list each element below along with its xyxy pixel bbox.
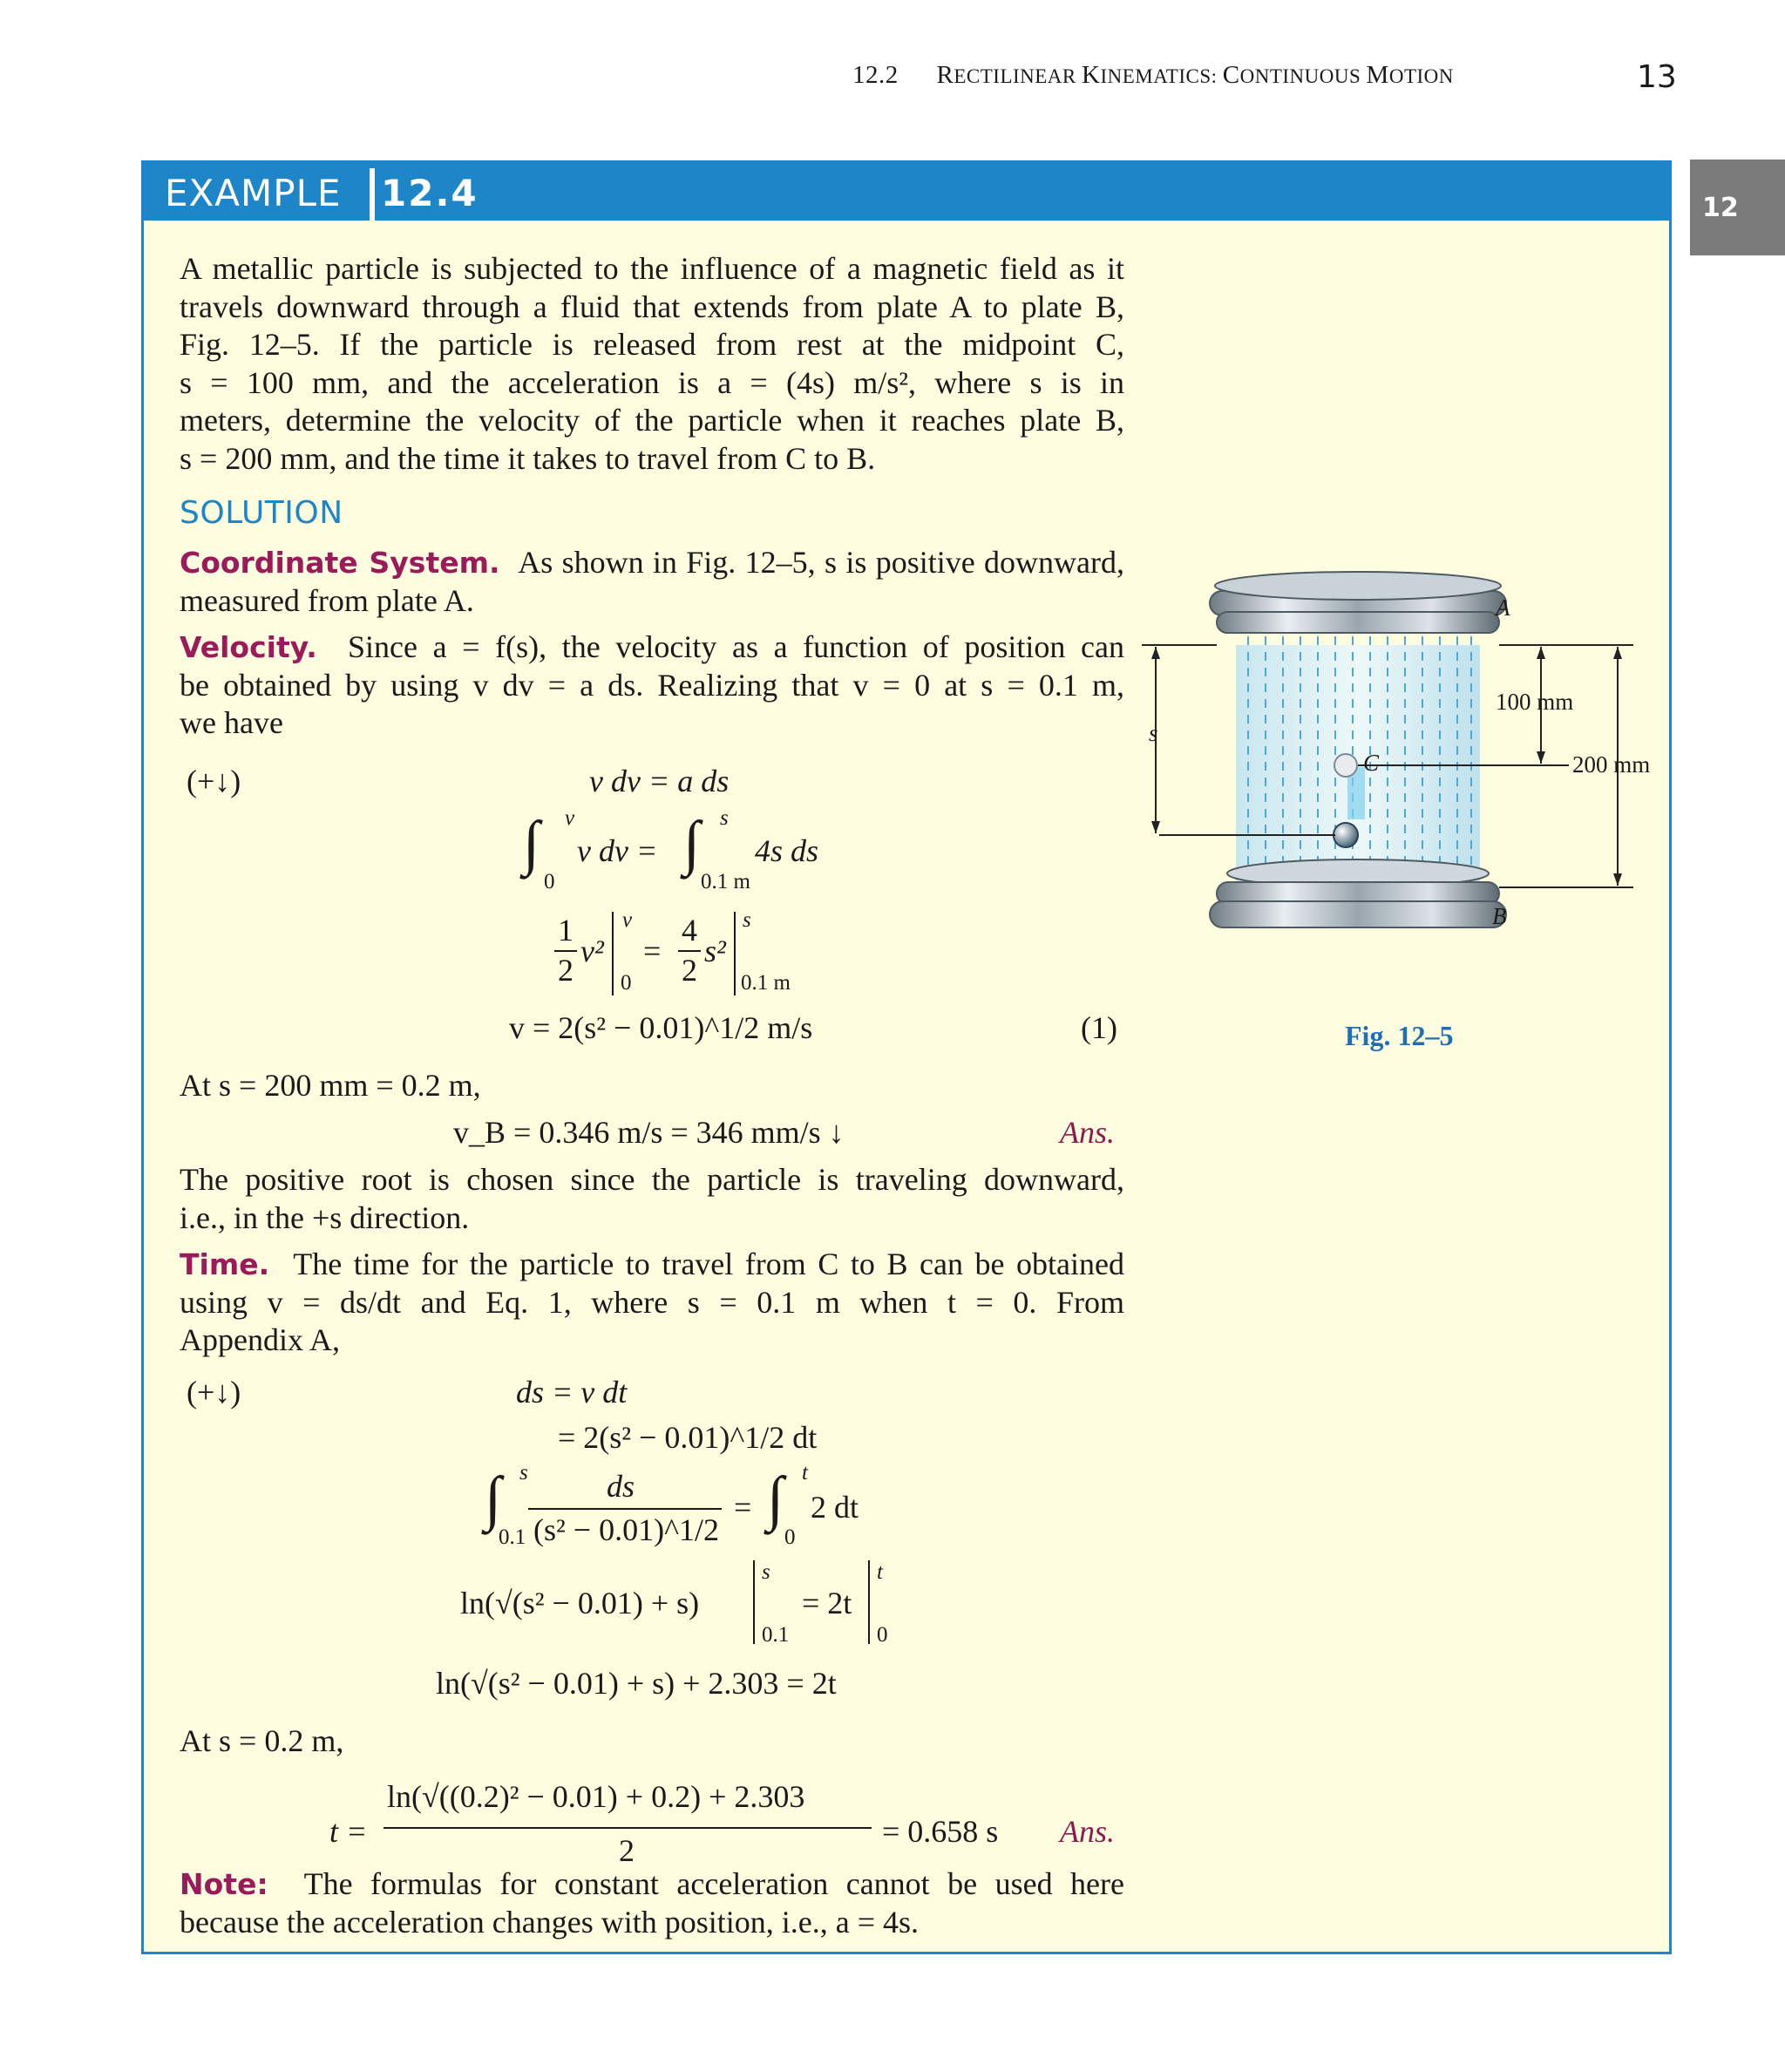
- integral-sign: ∫: [683, 810, 701, 877]
- integral-upper-limit: v: [565, 806, 575, 830]
- fraction-bar: [383, 1827, 872, 1829]
- equals-sign: =: [643, 934, 662, 968]
- fraction-denominator: (s² − 0.01)^1/2: [533, 1512, 719, 1547]
- t-numerator: ln(√((0.2)² − 0.01) + 0.2) + 2.303: [387, 1779, 805, 1814]
- eval-lower-limit: 0.1 m: [741, 971, 791, 995]
- solution-heading: SOLUTION: [180, 495, 343, 531]
- note-paragraph: Note: The formulas for constant acceleration cannot be used here because the acceleration changes with position, i.e., a = 4s.: [180, 1866, 1125, 1940]
- chapter-tab: 12: [1690, 160, 1785, 255]
- evaluation-bar: [734, 912, 736, 995]
- section-title: RECTILINEAR KINEMATICS: CONTINUOUS MOTION: [936, 61, 1454, 89]
- log-equation: ln(√(s² − 0.01) + s): [460, 1586, 700, 1620]
- label-plate-b: B: [1492, 903, 1507, 929]
- eval-upper-limit: s: [743, 908, 751, 932]
- integral-upper-limit: t: [802, 1461, 808, 1484]
- eval-lower-limit: 0: [621, 971, 632, 995]
- integral-lower-limit: 0: [544, 870, 555, 893]
- problem-line: Fig. 12–5. If the particle is released from rest at the midpoint C,: [180, 327, 1124, 362]
- equation-vdv: v dv = a ds: [589, 764, 730, 798]
- s-squared: s²: [704, 934, 726, 968]
- problem-line: travels downward through a fluid that extends from plate A to plate B,: [180, 289, 1124, 324]
- particle-at-c: [1334, 754, 1357, 777]
- integral-lower-limit: 0.1 m: [701, 870, 750, 893]
- eval-upper-limit: s: [762, 1560, 770, 1584]
- integral-lhs: v dv =: [577, 833, 658, 868]
- plate-b: [1210, 859, 1506, 927]
- problem-statement: [180, 250, 1124, 478]
- particle: [1334, 823, 1358, 847]
- answer-label: Ans.: [1060, 1115, 1115, 1150]
- label-s: s: [1149, 720, 1158, 746]
- integral-lower-limit: 0.1: [499, 1525, 526, 1549]
- fraction-numerator: ds: [607, 1469, 635, 1504]
- answer-label: Ans.: [1060, 1814, 1115, 1849]
- eval-lower-limit: 0: [877, 1623, 888, 1647]
- section-number: 12.2: [852, 61, 899, 89]
- t-result: = 0.658 s: [882, 1814, 999, 1849]
- integral-sign: ∫: [485, 1465, 502, 1532]
- integral-rhs: 2 dt: [811, 1490, 859, 1525]
- running-header: [852, 61, 1454, 90]
- vB-result: v_B = 0.346 m/s = 346 mm/s ↓: [453, 1115, 845, 1150]
- figure-caption: Fig. 12–5: [1345, 1020, 1454, 1051]
- root-paragraph: The positive root is chosen since the particle is traveling downward, i.e., in the +s direction.: [180, 1162, 1124, 1235]
- at-s-200mm: At s = 200 mm = 0.2 m,: [180, 1068, 481, 1103]
- page-number: 13: [1637, 59, 1677, 95]
- equation-tag: (1): [1081, 1010, 1117, 1045]
- problem-line: meters, determine the velocity of the particle when it reaches plate B,: [180, 403, 1124, 438]
- note-heading: Note:: [180, 1867, 268, 1901]
- evaluation-bar: [868, 1560, 870, 1644]
- integral-sign: ∫: [767, 1465, 784, 1532]
- eval-upper-limit: v: [622, 908, 633, 932]
- integral-rhs: 4s ds: [755, 833, 819, 868]
- sign-convention: (+↓): [187, 1375, 241, 1410]
- log-equation-rhs: = 2t: [802, 1586, 852, 1620]
- label-point-c: C: [1363, 750, 1380, 776]
- time-heading: Time.: [180, 1247, 270, 1281]
- evaluation-bar: [612, 912, 614, 995]
- dimension-100mm: 100 mm: [1496, 689, 1574, 715]
- dimension-200mm: 200 mm: [1572, 751, 1651, 778]
- fraction-denominator: 2: [558, 953, 574, 988]
- example-number: 12.4: [381, 172, 478, 214]
- integral-lower-limit: 0: [784, 1525, 796, 1549]
- fraction-numerator: 4: [682, 913, 697, 948]
- velocity-heading: Velocity.: [180, 630, 317, 664]
- integral-sign: ∫: [523, 810, 540, 877]
- equation-ds: ds = v dt: [516, 1375, 628, 1410]
- integral-upper-limit: s: [519, 1461, 528, 1484]
- at-s-0.2m: At s = 0.2 m,: [180, 1723, 344, 1758]
- fraction-bar: [528, 1508, 722, 1510]
- problem-line: A metallic particle is subjected to the influence of a magnetic field as it: [180, 251, 1124, 286]
- label-plate-a: A: [1496, 594, 1510, 621]
- log-result: ln(√(s² − 0.01) + s) + 2.303 = 2t: [436, 1666, 837, 1701]
- problem-line: s = 100 mm, and the acceleration is a = (4s) m/s², where s is in: [180, 364, 1124, 400]
- equation-ds2: = 2(s² − 0.01)^1/2 dt: [558, 1420, 818, 1455]
- problem-line: s = 200 mm, and the time it takes to travel from C to B.: [180, 440, 876, 476]
- eval-upper-limit: t: [877, 1560, 883, 1584]
- velocity-paragraph: Velocity. Since a = f(s), the velocity as a function of position can be obtained by using v dv = a ds. Realizing that v = 0 at s = 0.1 m, we have: [180, 629, 1125, 740]
- example-header: [144, 163, 1669, 221]
- eval-lower-limit: 0.1: [762, 1623, 790, 1647]
- integral-upper-limit: s: [720, 806, 729, 830]
- example-label: EXAMPLE: [165, 172, 342, 214]
- velocity-result: v = 2(s² − 0.01)^1/2 m/s: [509, 1010, 813, 1045]
- v-squared: v²: [580, 934, 604, 968]
- sign-convention: (+↓): [187, 764, 241, 798]
- t-denominator: 2: [619, 1833, 635, 1868]
- plate-a: [1210, 572, 1506, 633]
- equals-sign: =: [734, 1490, 752, 1525]
- evaluation-bar: [753, 1560, 755, 1644]
- coordinate-paragraph: Coordinate System. As shown in Fig. 12–5, s is positive downward, measured from plate A.: [180, 545, 1124, 618]
- fraction-numerator: 1: [558, 913, 574, 948]
- example-divider: [370, 168, 375, 221]
- time-paragraph: Time. The time for the particle to travel from C to B can be obtained using v = ds/dt and Eq. 1, where s = 0.1 m when t = 0. From Appendix A,: [180, 1247, 1124, 1357]
- fraction-denominator: 2: [682, 953, 697, 988]
- coordinate-heading: Coordinate System.: [180, 546, 500, 580]
- t-lhs: t =: [329, 1814, 368, 1849]
